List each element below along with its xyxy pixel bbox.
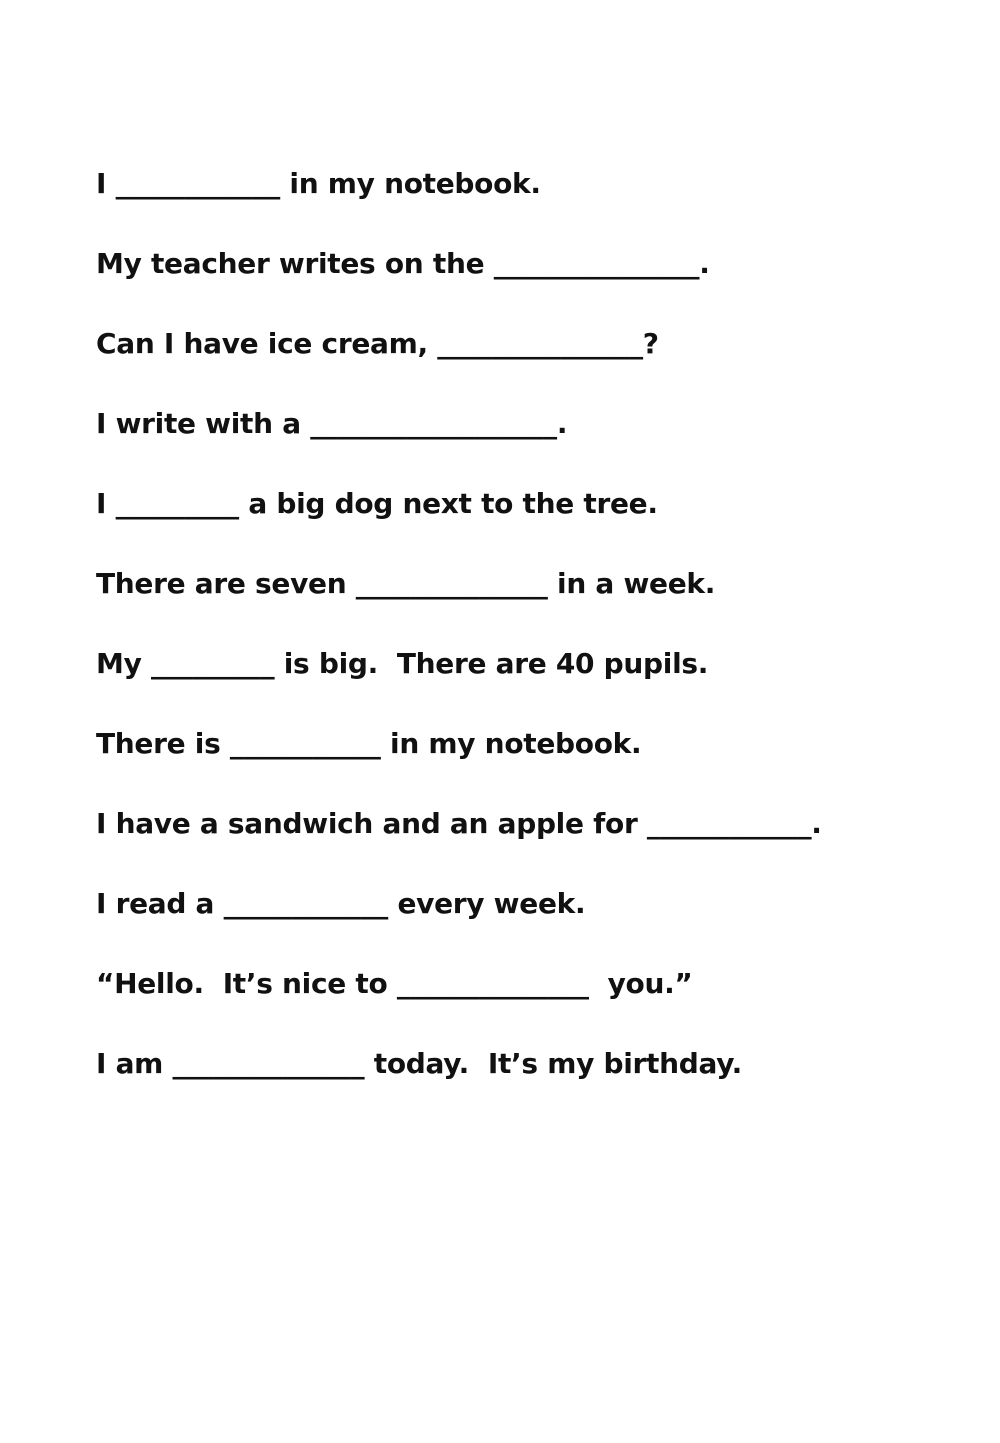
sentence-5: I _________ a big dog next to the tree.	[96, 487, 658, 520]
sentence-12: I am ______________ today. It’s my birthday.	[96, 1047, 742, 1080]
sentence-2: My teacher writes on the _______________.	[96, 247, 710, 280]
sentence-4: I write with a __________________.	[96, 407, 568, 440]
sentence-6: There are seven ______________ in a week.	[96, 567, 716, 600]
sentence-7: My _________ is big. There are 40 pupils.	[96, 647, 709, 680]
sentence-10: I read a ____________ every week.	[96, 887, 586, 920]
sentence-11: “Hello. It’s nice to ______________ you.”	[96, 967, 693, 1000]
sentence-3: Can I have ice cream, _______________?	[96, 327, 659, 360]
sentence-8: There is ___________ in my notebook.	[96, 727, 642, 760]
worksheet	[96, 158, 976, 1118]
sentence-1: I ____________ in my notebook.	[96, 167, 541, 200]
sentence-9: I have a sandwich and an apple for ____________.	[96, 807, 822, 840]
